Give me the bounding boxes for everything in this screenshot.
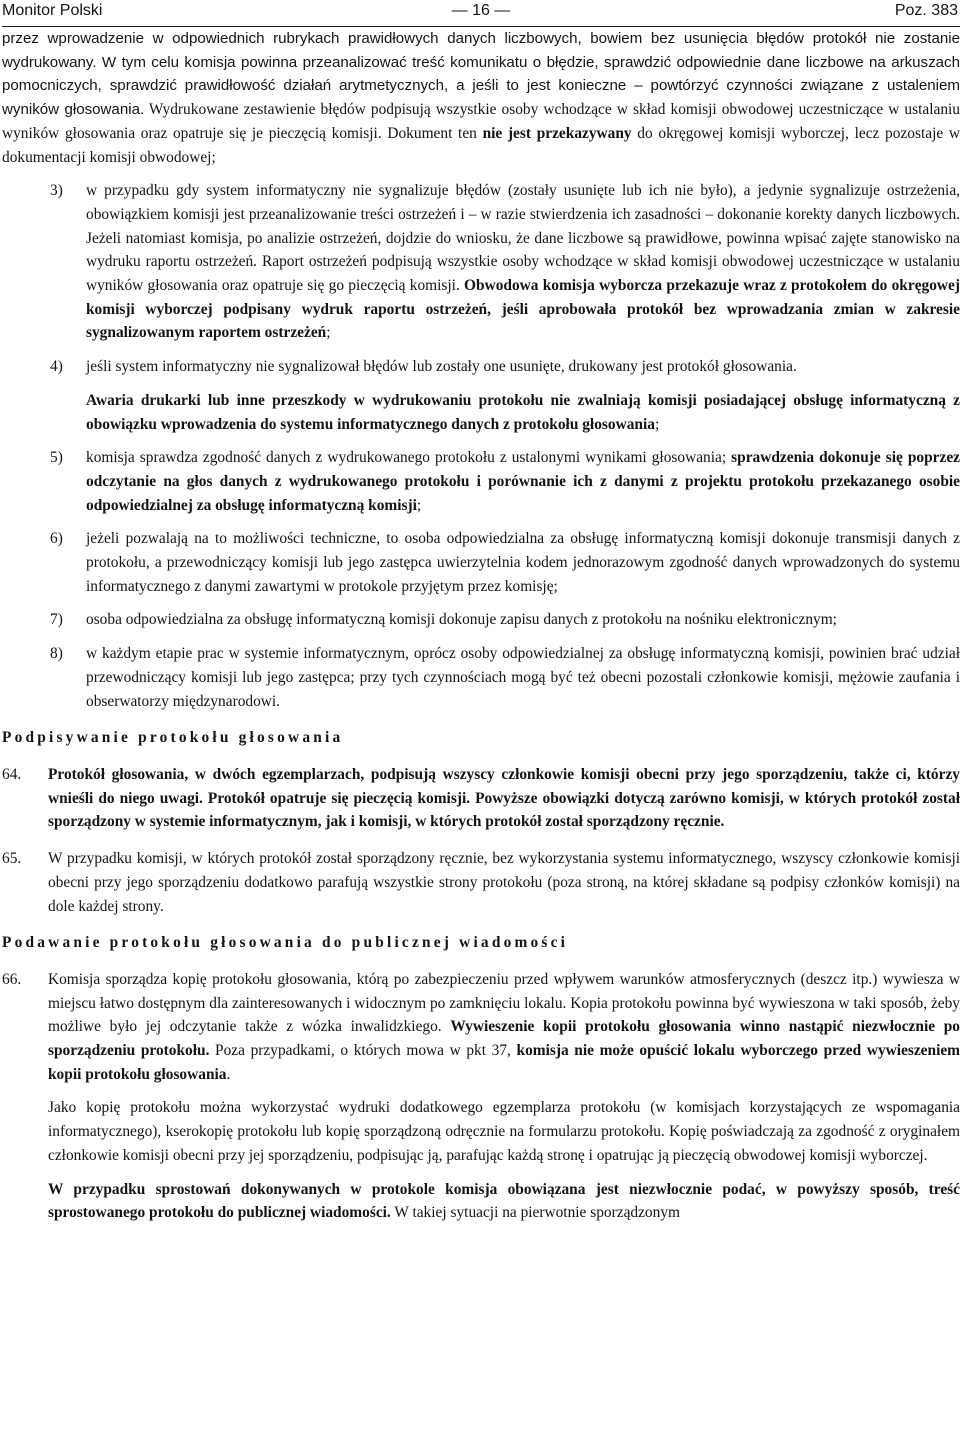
point-number: 66. [2, 970, 22, 988]
list-item-note [86, 389, 960, 436]
list-item-text-regular: komisja sprawdza zgodność danych z wydrukowanego protokołu z ustalonymi wynikami głosowania; [86, 449, 732, 467]
point-text-bold: Protokół głosowania, w dwóch egzemplarzach, podpisują wszyscy członkowie komisji obecni przy jego sporządzeniu, także ci, którzy wnieśli do niego uwagi. Protokół opatruje się pieczęcią komisji. Powyższe obowiązki dotyczą zarówno komisji, w których protokół został sporządzony w systemie informatycznym, jak i komisji, w których protokół został sporządzony ręcznie. [48, 765, 960, 831]
list-item-text: osoba odpowiedzialna za obsługę informatyczną komisji dokonuje zapisu danych z protokołu na nośniku elektronicznym; [86, 611, 837, 629]
continued-paragraph-sans-part: przez wprowadzenie w odpowiednich rubrykach prawidłowych danych liczbowych, bowiem bez usunięcia błędów protokół nie zostanie wydrukowany. W tym celu komisja powinna przeanalizować treść komunikatu o błędzie, sprawdzić odpowiednie dane liczbowe na arkuszach pomocniczych, sprawdzić prawidłowość działań arytmetycznych, a jeśli to jest konieczne – powtórzyć czynności związane z ustaleniem wyników głosowania. [2, 30, 960, 119]
list-item-text [86, 179, 960, 345]
list-item-text [86, 446, 960, 517]
point-65 [2, 847, 960, 918]
point-paragraph-3 [48, 1178, 960, 1225]
point-number: 64. [2, 765, 22, 783]
list-item-text-bold: sprawdzenia dokonuje się poprzez odczytanie na głos danych z wydrukowanego protokołu i porównanie ich z danymi z projektu protokołu przekazanego osobie odpowiedzialnej za obsługę informatyczną komisji [86, 449, 960, 514]
continued-paragraph-part: Wydrukowane zestawienie błędów podpisują wszystkie osoby wchodzące w skład komisji obwodowej uczestniczące w ustalaniu wyników głosowania oraz opatruje się je pieczęcią komisji. Dokument ten [2, 101, 960, 142]
document-body [2, 27, 960, 1225]
continued-paragraph [2, 27, 960, 169]
section-heading: Podawanie protokołu głosowania do publicznej wiadomości [2, 934, 569, 952]
continued-paragraph-bold: nie jest przekazywany [482, 124, 632, 142]
point-64 [2, 763, 960, 834]
point-text-regular: Komisja sporządza kopię protokołu głosowania, którą po zabezpieczeniu przed wpływem warunków atmosferycznych (deszcz itp.) wywiesza w miejscu łatwo dostępnym dla zainteresowanych i widocznym po zamknięciu lokalu. Kopia protokołu powinna być wywieszona w taki sposób, żeby możliwe było jej odczytanie także z wózka inwalidzkiego. [48, 970, 960, 1036]
point-number: 65. [2, 850, 22, 868]
point-text [48, 763, 960, 834]
page-number: — 16 — [451, 2, 511, 19]
point-text: W przypadku komisji, w których protokół został sporządzony ręcznie, bez wykorzystania systemu informatycznego, wszyscy członkowie komisji obecni przy jego sporządzeniu dodatkowo parafują wszystkie strony protokołu (poza stroną, na której składane są podpisy członków komisji) na dole każdej strony. [48, 850, 960, 915]
point-paragraph-3-regular: W takiej sytuacji na pierwotnie sporządzonym [390, 1204, 680, 1222]
list-item-note-end: ; [654, 415, 660, 433]
point-text-bold-2: komisja nie może opuścić lokalu wyborczego przed wywieszeniem kopii protokołu głosowania [48, 1042, 960, 1083]
point-text [48, 968, 960, 1087]
section-heading: Podpisywanie protokołu głosowania [2, 729, 344, 747]
list-item-6 [2, 527, 960, 598]
list-item-3 [2, 179, 960, 345]
list-item-number: 8) [50, 645, 63, 663]
list-item-text-end: ; [416, 496, 422, 514]
list-item-number: 6) [50, 530, 63, 548]
point-paragraph-2: Jako kopię protokołu można wykorzystać wydruki dodatkowego egzemplarza protokołu (w komisjach korzystających ze wspomagania informatycznego), kserokopię protokołu lub kopię sporządzoną odręcznie na formularzu protokołu. Kopię poświadczają za zgodność z oryginałem członkowie komisji obecni przy jej sporządzeniu, podpisując ją, parafując każdą stronę i opatrując ją pieczęcią obwodowej komisji wyborczej. [48, 1099, 960, 1164]
list-item-text-end: ; [326, 324, 331, 342]
point-text-end: . [226, 1065, 231, 1083]
list-item-text: jeżeli pozwalają na to możliwości techniczne, to osoba odpowiedzialna za obsługę informatyczną komisji dokonuje transmisji danych z protokołu, a przewodniczący komisji lub jego zastępca uwierzytelnia kodem jednorazowym zgodność danych wprowadzonych do systemu informatycznego z danymi zawartymi w protokole przyjętym przez komisję; [86, 530, 960, 595]
list-item-number: 4) [50, 358, 63, 376]
continued-paragraph-end: do okręgowej komisji wyborczej, lecz pozostaje w dokumentacji komisji obwodowej; [2, 124, 960, 166]
list-item-text: jeśli system informatyczny nie sygnalizował błędów lub zostały one usunięte, drukowany jest protokół głosowania. [86, 358, 797, 376]
list-item-4 [2, 355, 960, 436]
position-number: Poz. 383 [894, 2, 958, 19]
point-paragraph-3-bold: W przypadku sprostowań dokonywanych w protokole komisja obowiązana jest niezwłocznie podać, w powyższy sposób, treść sprostowanego protokołu do publicznej wiadomości. [48, 1180, 960, 1222]
point-text-bold: Wywieszenie kopii protokołu głosowania winno nastąpić niezwłocznie po sporządzeniu protokołu. [48, 1018, 960, 1060]
journal-title: Monitor Polski [2, 2, 103, 19]
running-header [2, 0, 960, 27]
list-item-8 [2, 642, 960, 713]
list-item-7 [2, 608, 960, 632]
point-text-regular-2: Poza przypadkami, o których mowa w pkt 37, [209, 1042, 517, 1060]
list-item-number: 7) [50, 611, 63, 629]
list-item-note-bold: Awaria drukarki lub inne przeszkody w wydrukowaniu protokołu nie zwalniają komisji posiadającej obsługę informatyczną z obowiązku wprowadzenia do systemu informatycznego danych z protokołu głosowania [86, 391, 960, 433]
list-item-text: w każdym etapie prac w systemie informatycznym, oprócz osoby odpowiedzialnej za obsługę informatyczną komisji, powinien brać udział przewodniczący komisji lub jego zastępca; przy tych czynnościach mogą być też obecni pozostali członkowie komisji, mężowie zaufania i obserwatorzy międzynarodowi. [86, 645, 960, 710]
point-66 [2, 968, 960, 1225]
list-item-5 [2, 446, 960, 517]
list-item-number: 3) [50, 182, 63, 200]
list-item-text-regular: w przypadku gdy system informatyczny nie sygnalizuje błędów (zostały usunięte lub ich nie było), a jedynie sygnalizuje ostrzeżenia, obowiązkiem komisji jest przeanalizowanie treści ostrzeżeń i – w razie stwierdzenia ich zasadności – dokonanie korekty danych liczbowych. Jeżeli natomiast komisja, po analizie ostrzeżeń, dojdzie do wniosku, że dane liczbowe są prawidłowe, powinna wpisać zajęte stanowisko na wydruku raportu ostrzeżeń. Raport ostrzeżeń podpisują wszystkie osoby wchodzące w skład komisji obwodowej uczestniczące w ustalaniu wyników głosowania oraz opatruje się go pieczęcią komisji. [86, 182, 960, 295]
list-item-number: 5) [50, 449, 63, 467]
list-item-text-bold: Obwodowa komisja wyborcza przekazuje wraz z protokołem do okręgowej komisji wyborczej podpisany wydruk raportu ostrzeżeń, jeśli aprobowała protokół bez wprowadzania zmian w zakresie sygnalizowanym raportem ostrzeżeń [86, 277, 960, 342]
